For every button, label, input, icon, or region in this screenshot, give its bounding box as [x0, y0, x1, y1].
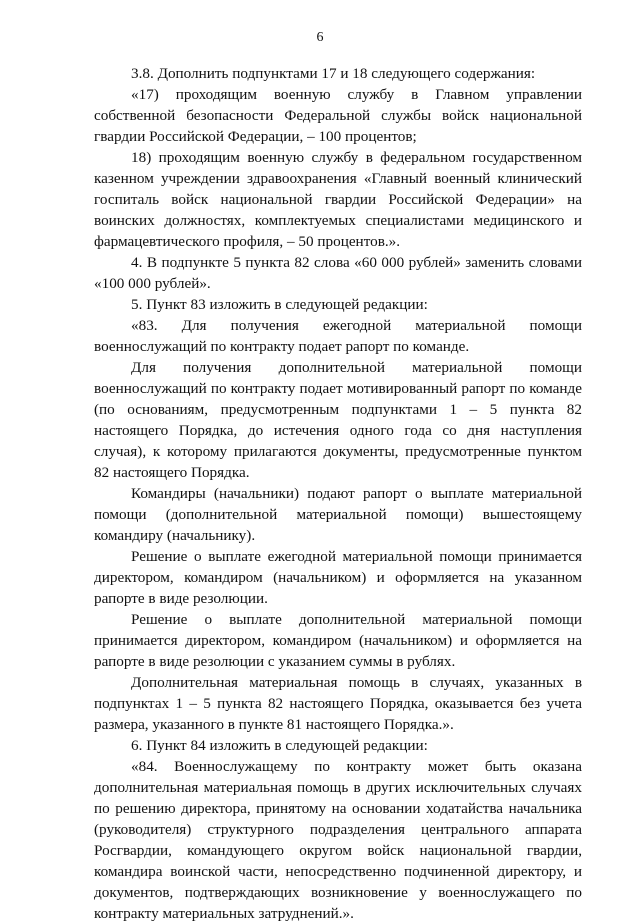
paragraph-84: «84. Военнослужащему по контракту может быть оказана дополнительная материальная помощь в других исключительных случаях по решению директора, принятому на основании ходатайства начальника (руководителя) структурного подразделения центрального аппарата Росгвардии, командующего округом войск национальной гвардии, командира воинской части, непосредственно подчиненной директору, и документов, подтверждающих возникновение у военнослужащего по контракту материальных затруднений.».	[94, 758, 582, 922]
paragraph-subpoint-17: «17) проходящим военную службу в Главном управлении собственной безопасности Федеральной службы войск национальной гвардии Российской Федерации, – 100 процентов;	[94, 86, 582, 145]
paragraph-83-additional-aid: Для получения дополнительной материальной помощи военнослужащий по контракту подает мотивированный рапорт по команде (по основаниям, предусмотренным подпунктами 1 – 5 пункта 82 настоящего Порядка, до истечения одного года со дня наступления случая), к которому прилагаются документы, предусмотренные пунктом 82 настоящего Порядка.	[94, 359, 582, 481]
paragraph-subpoint-18: 18) проходящим военную службу в федеральном государственном казенном учреждении здравоохранения «Главный военный клинический госпиталь войск национальной гвардии Российской Федерации» на воинских должностях, комплектуемых специалистами медицинского и фармацевтического профиля, – 50 процентов.».	[94, 149, 582, 250]
paragraph-83-commanders: Командиры (начальники) подают рапорт о выплате материальной помощи (дополнительной материальной помощи) вышестоящему командиру (начальнику).	[94, 485, 582, 544]
paragraph-4: 4. В подпункте 5 пункта 82 слова «60 000 рублей» заменить словами «100 000 рублей».	[94, 254, 582, 292]
page-number: 6	[316, 30, 324, 45]
paragraph-3-8: 3.8. Дополнить подпунктами 17 и 18 следующего содержания:	[131, 65, 536, 82]
paragraph-83: «83. Для получения ежегодной материальной помощи военнослужащий по контракту подает рапорт по команде.	[94, 317, 582, 355]
paragraph-83-annual-decision: Решение о выплате ежегодной материальной помощи принимается директором, командиром (начальником) и оформляется на указанном рапорте в виде резолюции.	[94, 548, 582, 607]
paragraph-6: 6. Пункт 84 изложить в следующей редакции:	[131, 737, 428, 754]
document-body	[94, 63, 582, 924]
paragraph-83-additional-decision: Решение о выплате дополнительной материальной помощи принимается директором, командиром (начальником) и оформляется на рапорте в виде резолюции с указанием суммы в рублях.	[94, 611, 582, 670]
paragraph-5: 5. Пункт 83 изложить в следующей редакции:	[131, 296, 428, 313]
paragraph-83-without-limit: Дополнительная материальная помощь в случаях, указанных в подпунктах 1 – 5 пункта 82 настоящего Порядка, оказывается без учета размера, указанного в пункте 81 настоящего Порядка.».	[94, 674, 582, 733]
